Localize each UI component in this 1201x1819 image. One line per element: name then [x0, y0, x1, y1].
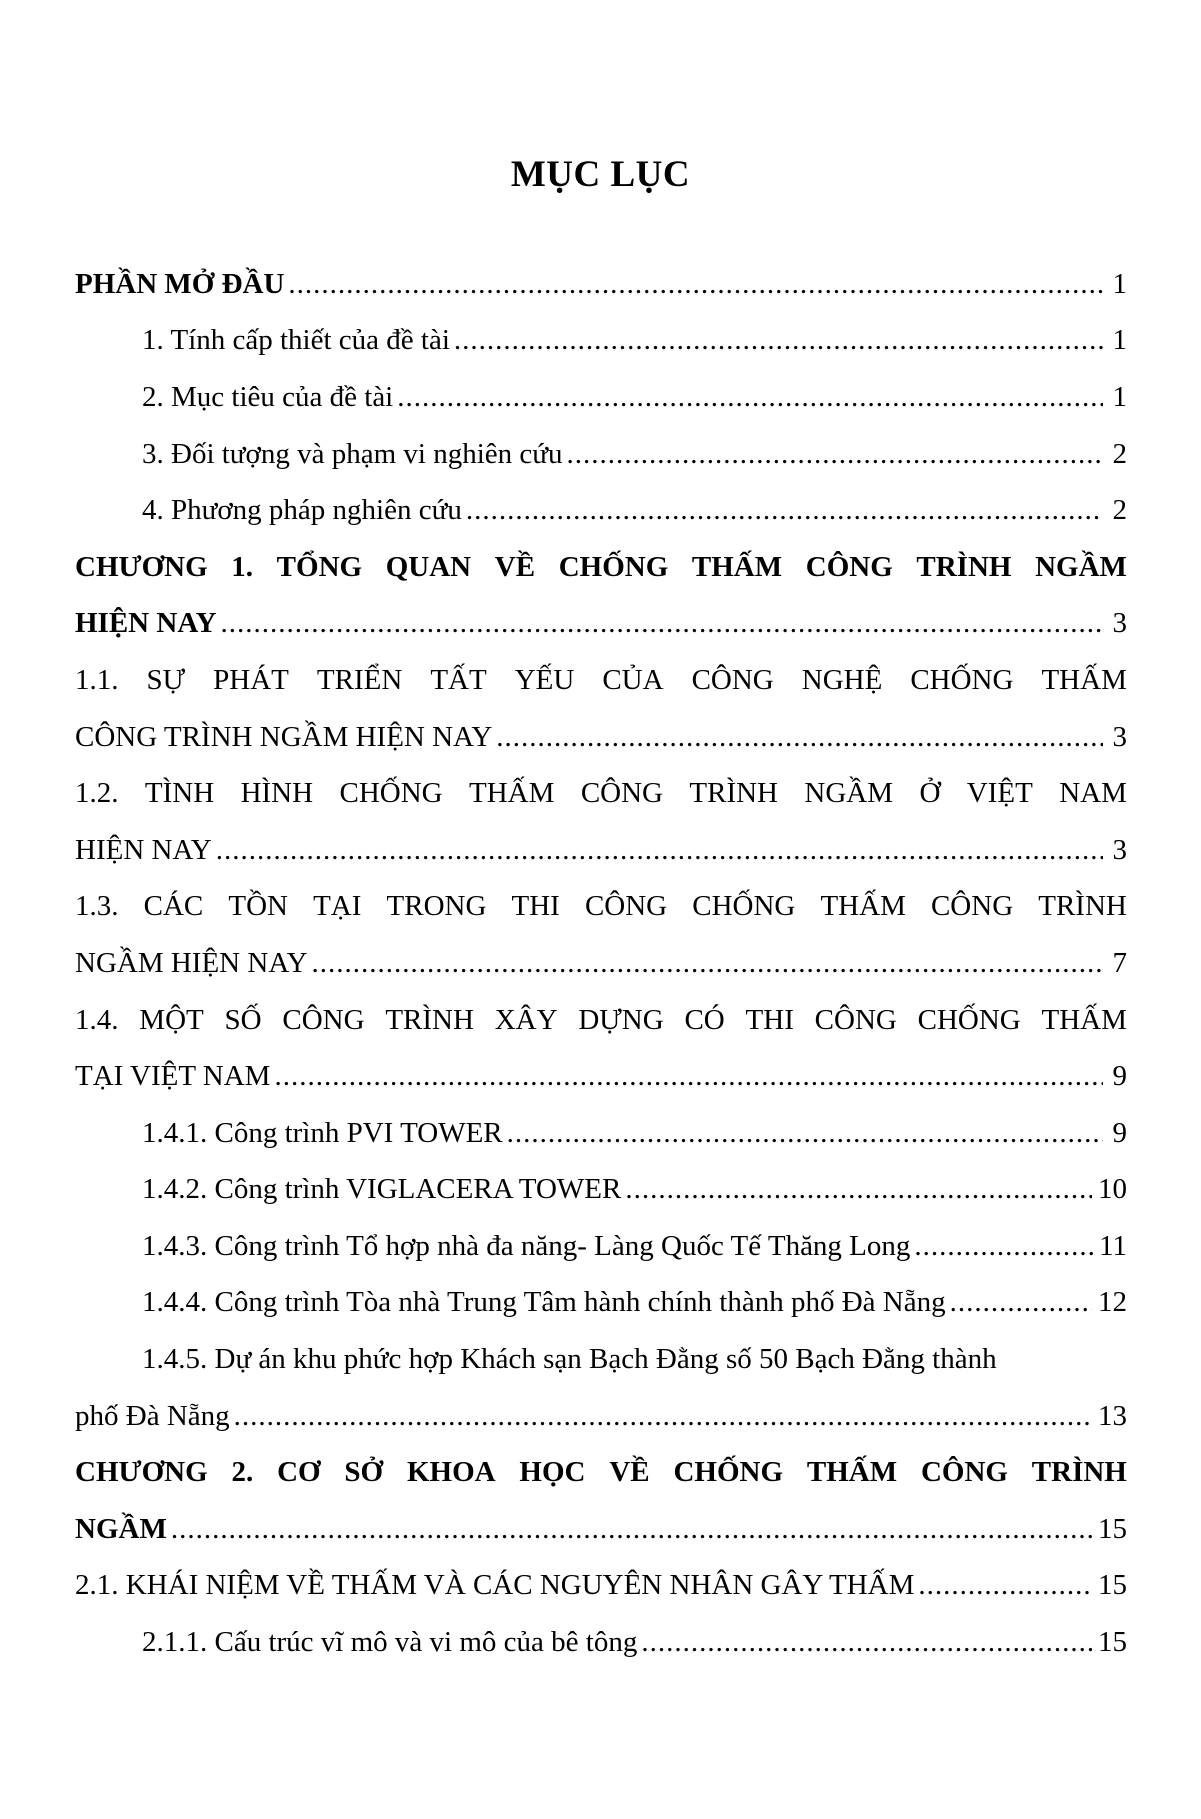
toc-page-number: 2: [1112, 437, 1127, 470]
toc-page-number: 15: [1098, 1512, 1127, 1545]
toc-entry-label: 1.4.3. Công trình Tổ hợp nhà đa năng- Làng Quốc Tế Thăng Long: [142, 1229, 911, 1262]
page-title: MỤC LỤC: [510, 154, 691, 195]
toc-entry-word: VỀ: [609, 1456, 650, 1489]
toc-page-number: 9: [1112, 1060, 1127, 1093]
toc-entry-word: DỰNG: [578, 1003, 664, 1036]
dot-leader: [397, 381, 1103, 414]
toc-entry-word: HỌC: [519, 1456, 586, 1489]
toc-entry-1-3-line2[interactable]: [75, 935, 1127, 992]
toc-entry-1-tinh-cap-thiet[interactable]: [75, 313, 1127, 370]
toc-entry-word: THI: [511, 890, 560, 923]
toc-entry-word: THẤM: [469, 777, 555, 810]
toc-entry-word: SỰ: [146, 663, 186, 696]
toc-entry-word: QUAN: [385, 550, 472, 583]
toc-entry-word: CHỐNG: [339, 777, 443, 810]
toc-entry-word: 1.3.: [75, 890, 119, 923]
toc-entry-label: 4. Phương pháp nghiên cứu: [142, 494, 462, 527]
toc-entry-label: NGẦM: [75, 1512, 167, 1545]
toc-entry-label: 2. Mục tiêu của đề tài: [142, 380, 394, 413]
dot-leader: [216, 834, 1103, 867]
toc-entry-1-4-5-line1[interactable]: [75, 1331, 1127, 1388]
toc-page-number: 1: [1112, 380, 1127, 413]
toc-entry-1-4-3[interactable]: [75, 1218, 1127, 1275]
toc-entry-word: Ở: [919, 777, 941, 810]
toc-entry-word: CÔNG: [920, 1456, 1008, 1489]
toc-entry-1-1-line1[interactable]: [75, 652, 1127, 709]
toc-page-number: 15: [1098, 1569, 1127, 1602]
toc-entry-word: YẾU: [514, 663, 575, 696]
toc-entry-word: VIỆT: [966, 777, 1033, 810]
toc-entry-word: 1.1.: [75, 663, 119, 696]
toc-entry-word: NGHỆ: [801, 663, 883, 696]
toc-entry-word: NAM: [1059, 777, 1127, 810]
toc-entry-word: CÔNG: [805, 550, 893, 583]
toc-entry-label: HIỆN NAY: [75, 607, 217, 640]
toc-entry-word: TẠI: [313, 890, 362, 923]
toc-entry-word: CỦA: [602, 663, 664, 696]
toc-entry-chuong-2-line1[interactable]: [75, 1444, 1127, 1501]
dot-leader: [641, 1626, 1092, 1659]
toc-entry-word: XÂY: [494, 1003, 558, 1036]
toc-entry-chuong-2-line2[interactable]: [75, 1501, 1127, 1558]
dot-leader: [914, 1230, 1093, 1263]
toc-entry-label: 1.4.4. Công trình Tòa nhà Trung Tâm hành chính thành phố Đà Nẵng: [142, 1286, 946, 1319]
toc-entry-word: CÔNG: [814, 1003, 897, 1036]
toc-entry-word: CƠ: [277, 1456, 321, 1489]
toc-entry-word: TRÌNH: [1031, 1456, 1127, 1489]
toc-entry-word: 1.4.: [75, 1003, 119, 1036]
toc-entry-word: THẤM: [1041, 663, 1127, 696]
toc-entry-1-4-5-line2[interactable]: [75, 1388, 1127, 1445]
toc-entry-3-doi-tuong[interactable]: [75, 426, 1127, 483]
dot-leader: [466, 494, 1103, 527]
toc-entry-chuong-1-line1[interactable]: [75, 539, 1127, 596]
toc-page-number: 15: [1098, 1626, 1127, 1659]
toc-entry-label: NGẦM HIỆN NAY: [75, 946, 308, 979]
toc-entry-word: SỐ: [224, 1003, 262, 1036]
toc-page-number: 7: [1112, 946, 1127, 979]
toc-entry-word: TRÌNH: [1038, 890, 1127, 923]
toc-entry-label: PHẦN MỞ ĐẦU: [75, 267, 285, 300]
toc-entry-word: TỔNG: [276, 550, 363, 583]
toc-entry-word: TÌNH: [144, 777, 215, 810]
dot-leader: [288, 268, 1103, 301]
toc-entry-label: phố Đà Nẵng: [75, 1399, 230, 1432]
dot-leader: [496, 721, 1103, 754]
toc-entry-word: CHƯƠNG: [75, 550, 208, 583]
toc-entry-1-4-line2[interactable]: [75, 1048, 1127, 1105]
toc-page-number: 11: [1099, 1229, 1127, 1262]
toc-entry-word: THẤM: [691, 550, 783, 583]
toc-entry-word: THẤM: [1041, 1003, 1127, 1036]
toc-entry-word: CHƯƠNG: [75, 1456, 208, 1489]
toc-entry-word: TRÌNH: [385, 1003, 474, 1036]
toc-entry-label: 1.4.1. Công trình PVI TOWER: [142, 1116, 503, 1149]
toc-entry-label: 3. Đối tượng và phạm vi nghiên cứu: [142, 437, 563, 470]
toc-entry-1-2-line1[interactable]: [75, 765, 1127, 822]
toc-entry-word: THẤM: [806, 1456, 898, 1489]
toc-entry-word: CHỐNG: [558, 550, 669, 583]
table-of-contents: [75, 256, 1127, 1671]
toc-entry-1-4-line1[interactable]: [75, 992, 1127, 1049]
dot-leader: [234, 1400, 1092, 1433]
toc-page-number: 3: [1112, 607, 1127, 640]
toc-entry-word: TRÌNH: [689, 777, 778, 810]
toc-entry-label: HIỆN NAY: [75, 833, 212, 866]
toc-entry-chuong-1-line2[interactable]: [75, 596, 1127, 653]
toc-entry-label: CÔNG TRÌNH NGẦM HIỆN NAY: [75, 720, 493, 753]
toc-entry-word: TRÌNH: [916, 550, 1012, 583]
toc-page-number: 1: [1112, 324, 1127, 357]
toc-entry-2-1[interactable]: [75, 1558, 1127, 1615]
dot-leader: [950, 1286, 1092, 1319]
dot-leader: [312, 947, 1103, 980]
dot-leader: [918, 1569, 1092, 1602]
toc-entry-label: TẠI VIỆT NAM: [75, 1060, 271, 1093]
toc-entry-phan-mo-dau[interactable]: [75, 256, 1127, 313]
toc-entry-word: CHỐNG: [917, 1003, 1021, 1036]
toc-page-number: 3: [1112, 833, 1127, 866]
toc-entry-word: TRONG: [386, 890, 487, 923]
toc-page-number: 9: [1112, 1116, 1127, 1149]
toc-entry-word: MỘT: [139, 1003, 204, 1036]
toc-entry-word: CÔNG: [691, 663, 774, 696]
toc-entry-1-2-line2[interactable]: [75, 822, 1127, 879]
toc-entry-word: CHỐNG: [692, 890, 796, 923]
toc-entry-label: 2.1. KHÁI NIỆM VỀ THẤM VÀ CÁC NGUYÊN NHÂN GÂY THẤM: [75, 1569, 915, 1602]
toc-entry-1-3-line1[interactable]: [75, 879, 1127, 936]
toc-entry-word: THẤM: [820, 890, 906, 923]
toc-entry-label: 2.1.1. Cấu trúc vĩ mô và vi mô của bê tông: [142, 1626, 638, 1659]
toc-entry-1-4-1[interactable]: [75, 1105, 1127, 1162]
toc-entry-4-phuong-phap[interactable]: [75, 482, 1127, 539]
dot-leader: [221, 607, 1103, 640]
toc-entry-word: CHỐNG: [673, 1456, 784, 1489]
toc-entry-word: 1.2.: [75, 777, 119, 810]
toc-entry-1-1-line2[interactable]: [75, 709, 1127, 766]
toc-entry-word: VỀ: [494, 550, 536, 583]
toc-entry-word: TRIỂN: [316, 663, 403, 696]
toc-page-number: 12: [1098, 1286, 1127, 1319]
dot-leader: [171, 1513, 1092, 1546]
toc-entry-label: 1. Tính cấp thiết của đề tài: [142, 324, 450, 357]
toc-entry-word: CÔNG: [930, 890, 1014, 923]
toc-entry-word: KHOA: [406, 1456, 496, 1489]
toc-entry-word: HÌNH: [240, 777, 314, 810]
toc-page-number: 10: [1098, 1173, 1127, 1206]
dot-leader: [625, 1173, 1092, 1206]
toc-entry-word: 1.: [231, 550, 254, 583]
toc-entry-label: 1.4.2. Công trình VIGLACERA TOWER: [142, 1173, 622, 1206]
toc-entry-word: CHỐNG: [910, 663, 1014, 696]
toc-entry-word: CÁC: [143, 890, 204, 923]
toc-entry-word: TẤT: [430, 663, 487, 696]
toc-entry-word: CÔNG: [282, 1003, 365, 1036]
toc-page-number: 13: [1098, 1399, 1127, 1432]
dot-leader: [567, 438, 1104, 471]
toc-entry-word: CÔNG: [580, 777, 663, 810]
toc-page-number: 2: [1112, 494, 1127, 527]
toc-entry-word: CÓ: [684, 1003, 725, 1036]
toc-entry-word: THI: [745, 1003, 794, 1036]
toc-entry-word: CÔNG: [584, 890, 668, 923]
toc-page-number: 1: [1112, 267, 1127, 300]
toc-entry-label: 1.4.5. Dự án khu phức hợp Khách sạn Bạch Đằng số 50 Bạch Đằng thành: [142, 1343, 997, 1376]
toc-page-number: 3: [1112, 720, 1127, 753]
toc-entry-word: NGẦM: [1035, 550, 1127, 583]
dot-leader: [454, 324, 1103, 357]
toc-entry-2-1-1[interactable]: [75, 1614, 1127, 1671]
toc-entry-word: 2.: [231, 1456, 254, 1489]
toc-entry-1-4-2[interactable]: [75, 1162, 1127, 1219]
toc-entry-word: NGẦM: [804, 777, 894, 810]
toc-entry-word: PHÁT: [213, 663, 289, 696]
toc-entry-word: TỒN: [228, 890, 288, 923]
dot-leader: [274, 1060, 1103, 1093]
toc-entry-1-4-4[interactable]: [75, 1275, 1127, 1332]
toc-entry-2-muc-tieu[interactable]: [75, 369, 1127, 426]
dot-leader: [507, 1117, 1103, 1150]
toc-entry-word: SỞ: [344, 1456, 384, 1489]
